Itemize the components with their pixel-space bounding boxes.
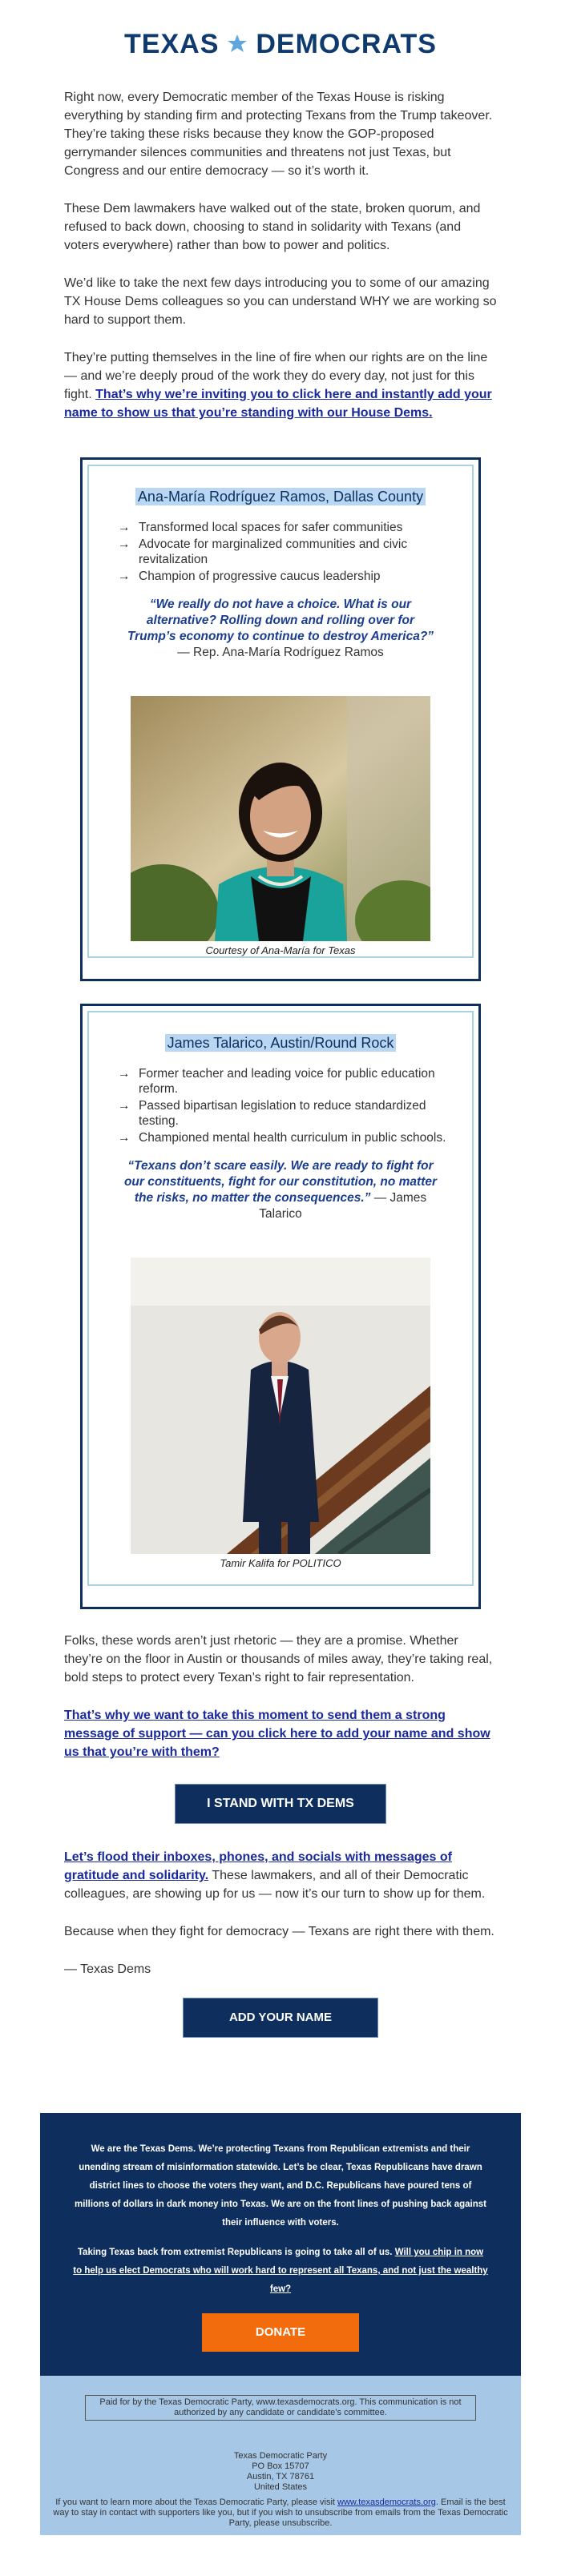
texas-star-icon <box>225 32 249 56</box>
list-item: → Advocate for marginalized communities and civic revitalization <box>118 537 408 566</box>
arrow-right-icon: → <box>118 537 131 551</box>
donate-button[interactable]: DONATE <box>202 2313 359 2352</box>
photo-caption: Tamir Kalifa for POLITICO <box>220 1557 341 1569</box>
closing-paragraph-1: Folks, these words aren’t just rhetoric — they are a promise. Whether they’re on the floor in Austin or thousands of miles away, they’re taking real, bold steps to protect every Texan’s right to fair representation. <box>64 1634 493 1684</box>
closing-paragraph-2 <box>64 1706 497 1761</box>
signoff: — Texas Dems <box>64 1962 151 1976</box>
profile-name: Ana-María Rodríguez Ramos, Dallas County <box>107 489 454 505</box>
list-item: → Former teacher and leading voice for public education reform. <box>118 1067 435 1096</box>
add-name-link-1[interactable]: That’s why we’re inviting you to click here and instantly add your name to show us that you’re standing with our House Dems. <box>64 388 492 420</box>
portrait-photo <box>131 1258 430 1554</box>
paid-for-disclaimer: Paid for by the Texas Democratic Party, www.texasdemocrats.org. This communication is not authorized by any candidate or candidate’s committee. <box>85 2395 476 2421</box>
stand-with-tx-dems-button[interactable]: I STAND WITH TX DEMS <box>175 1784 386 1824</box>
list-item: → Championed mental health curriculum in public schools. <box>118 1131 446 1145</box>
mailing-address: Texas Democratic Party PO Box 15707 Austin, TX 78761 United States <box>233 2451 328 2492</box>
intro-section <box>64 88 497 422</box>
profile-quote <box>107 597 454 661</box>
spacer <box>0 2038 561 2113</box>
footer-light <box>40 2376 521 2535</box>
footer-dark <box>40 2113 521 2376</box>
add-your-name-button[interactable]: ADD YOUR NAME <box>183 1998 378 2038</box>
header <box>0 0 561 88</box>
arrow-right-icon: → <box>118 1099 131 1113</box>
portrait-illustration <box>131 1258 430 1554</box>
flood-inboxes-link[interactable]: Let’s flood their inboxes, phones, and socials with messages of gratitude and solidarity. <box>64 1850 452 1882</box>
quote-text: “We really do not have a choice. What is our alternative? Rolling down and rolling over for Trump’s economy to continue to destroy America?” <box>127 598 434 643</box>
arrow-right-icon: → <box>118 1131 131 1145</box>
profile-card <box>80 457 481 981</box>
profile-name: James Talarico, Austin/Round Rock <box>107 1035 454 1052</box>
arrow-right-icon: → <box>118 570 131 583</box>
footer-paragraph-2: Taking Texas back from extremist Republicans is going to take all of us. Will you chip in now to help us elect Democrats who will work hard to represent all Texans, and not just the wealthy few? <box>73 2248 488 2294</box>
closing-paragraph-3-text: These lawmakers, and all of their Democratic colleagues, are showing up for us — now it’s our turn to show up for them. <box>64 1869 486 1901</box>
arrow-right-icon: → <box>118 521 131 534</box>
list-item: → Transformed local spaces for safer communities <box>118 521 403 534</box>
unsubscribe-notice: If you want to learn more about the Texas Democratic Party, please visit www.texasdemocrats.org. Email is the best way to stay in contact with supporters like you, but if you wish to unsubscribe from emails from the Texas Democratic Party, please unsubscribe. <box>53 2498 508 2528</box>
chip-in-link[interactable]: Will you chip in now to help us elect Democrats who will work hard to represent all Texans, and not just the wealthy few? <box>73 2248 488 2294</box>
intro-paragraph-4 <box>64 348 497 422</box>
add-name-link-2[interactable]: That’s why we want to take this moment to send them a strong message of support — can you click here to add your name and show us that you’re with them? <box>64 1709 490 1759</box>
photo-caption: Courtesy of Ana-María for Texas <box>205 944 356 956</box>
list-item: → Passed bipartisan legislation to reduce standardized testing. <box>118 1099 426 1128</box>
intro-paragraph-1: Right now, every Democratic member of the Texas House is risking everything by standing firm and protecting Texans from the Trump takeover. They’re taking these risks because they know the GOP-proposed gerrymander silences communities and threatens not just Texas, but Congress and our entire democracy — so it’s worth it. <box>64 91 493 178</box>
portrait-illustration <box>131 696 430 941</box>
list-item: → Champion of progressive caucus leadership <box>118 570 381 583</box>
profile-quote <box>107 1158 454 1222</box>
profile-card <box>80 1004 481 1609</box>
website-link[interactable]: www.texasdemocrats.org <box>337 2498 436 2507</box>
intro-paragraph-3: We’d like to take the next few days introducing you to some of our amazing TX House Dems colleagues so you can understand WHY we are working so hard to support them. <box>64 276 497 327</box>
quote-attribution: — Rep. Ana-María Rodríguez Ramos <box>177 646 384 659</box>
closing-paragraph-4: Because when they fight for democracy — Texans are right there with them. <box>64 1925 494 1938</box>
quote-attribution: — James Talarico <box>259 1191 427 1221</box>
closing-section <box>64 1632 497 2038</box>
profile-bullets <box>107 1066 454 1145</box>
texas-democrats-logo[interactable] <box>124 29 437 60</box>
quote-text: “Texans don’t scare easily. We are ready to fight for our constituents, fight for our constitution, no matter the risks, no matter the consequences.” <box>123 1159 438 1205</box>
profile-card-inner <box>87 1011 474 1586</box>
portrait-photo <box>131 696 430 941</box>
intro-paragraph-2: These Dem lawmakers have walked out of the state, broken quorum, and refused to back down, choosing to stand in solidarity with Texans (and voters everywhere) rather than bow to power and politics. <box>64 202 481 252</box>
logo-text-left: TEXAS <box>124 28 220 59</box>
arrow-right-icon: → <box>118 1067 131 1081</box>
intro-paragraph-4-text: They’re putting themselves in the line of fire when our rights are on the line — and we’re deeply proud of the work they do every day, not just for this fight. <box>64 351 488 401</box>
profile-card-inner <box>87 465 474 958</box>
closing-paragraph-3 <box>64 1848 497 1903</box>
profile-bullets <box>107 520 454 584</box>
logo-text-right: DEMOCRATS <box>256 28 437 59</box>
footer-paragraph-1: We are the Texas Dems. We’re protecting Texans from Republican extremists and their unending stream of misinformation statewide. Let’s be clear, Texas Republicans have drawn district lines to choose the voters they want, and D.C. Republicans have poured tens of millions of dollars in dark money into Texas. We are on the front lines of pushing back against their influence with voters. <box>75 2144 486 2228</box>
